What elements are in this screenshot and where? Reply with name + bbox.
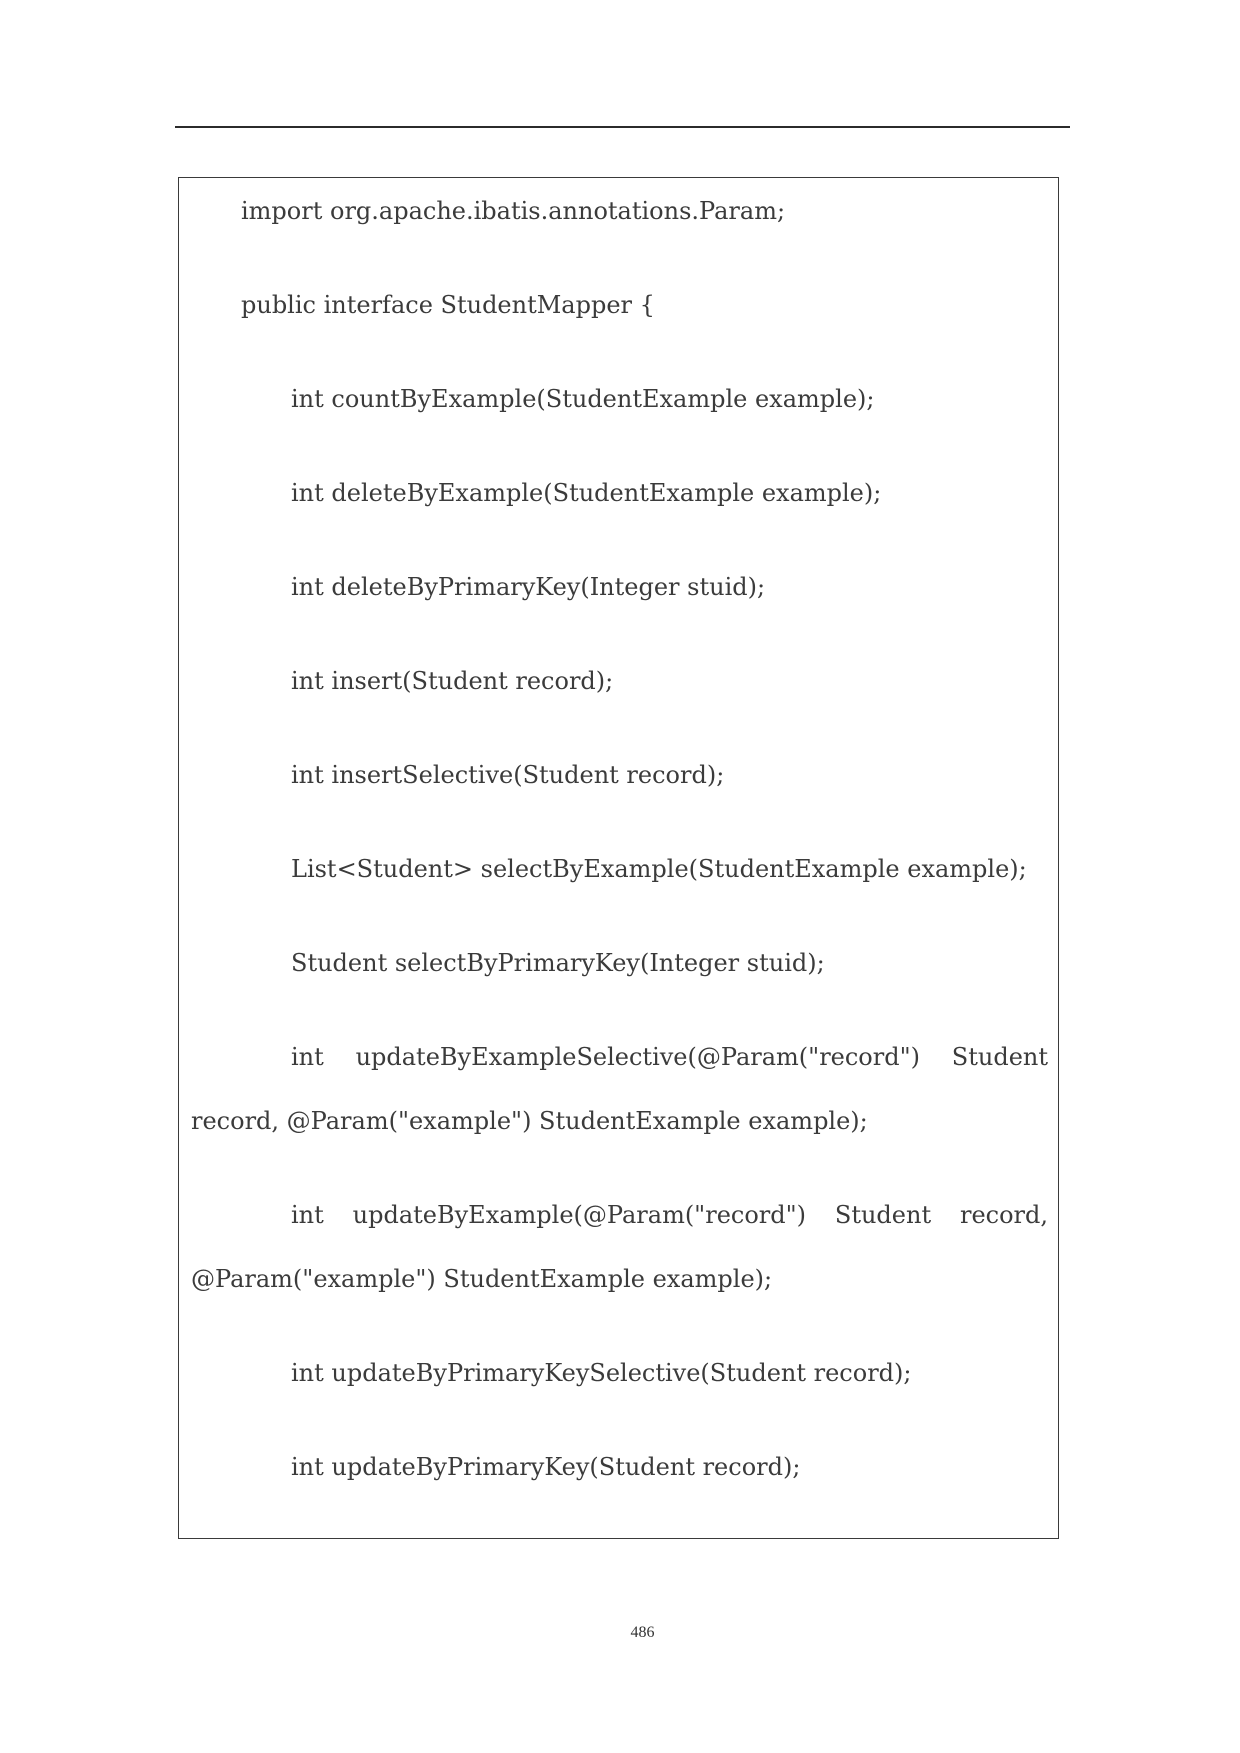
method-line-wrapped-start [291,1042,1048,1072]
code-token: Student [834,1201,932,1229]
code-token: int [291,1201,324,1229]
import-statement: import org.apache.ibatis.annotations.Param; [241,197,786,225]
method-line-wrapped-end: @Param("example") StudentExample example); [191,1265,773,1293]
code-token: updateByExampleSelective(@Param("record") [355,1043,920,1071]
code-token: updateByExample(@Param("record") [352,1201,807,1229]
header-rule [175,126,1070,128]
method-line: List<Student> selectByExample(StudentExample example); [291,855,1027,883]
method-line-wrapped-start [291,1200,1048,1230]
page-number: 486 [630,1624,655,1641]
code-listing-box [178,177,1059,1539]
method-line: int deleteByPrimaryKey(Integer stuid); [291,573,766,601]
method-line-wrapped-end: record, @Param("example") StudentExample example); [191,1107,868,1135]
method-line: int countByExample(StudentExample example); [291,385,875,413]
code-token: Student [951,1043,1048,1071]
code-token: record, [959,1201,1048,1229]
method-line: int deleteByExample(StudentExample example); [291,479,882,507]
method-line: int updateByPrimaryKeySelective(Student record); [291,1359,912,1387]
method-line: int updateByPrimaryKey(Student record); [291,1453,801,1481]
method-line: int insert(Student record); [291,667,614,695]
interface-declaration: public interface StudentMapper { [241,291,655,319]
code-token: int [291,1043,324,1071]
method-line: Student selectByPrimaryKey(Integer stuid); [291,949,825,977]
method-line: int insertSelective(Student record); [291,761,725,789]
